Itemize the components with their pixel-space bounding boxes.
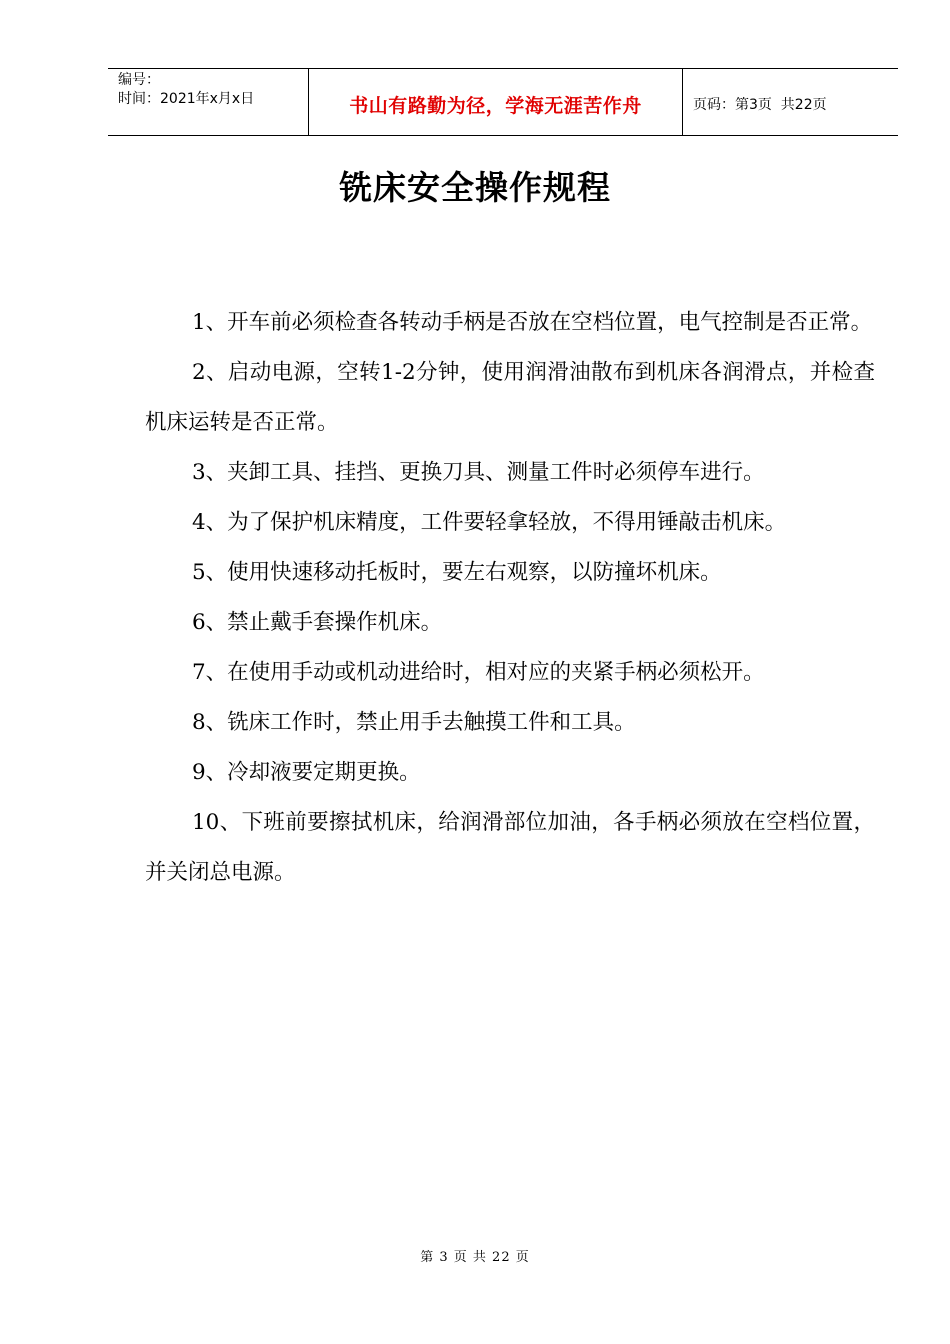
header-meta-cell: [108, 69, 309, 135]
header-motto-cell: [309, 69, 683, 135]
rule-item: 7、在使用手动或机动进给时，相对应的夹紧手柄必须松开。: [192, 660, 765, 685]
rule-item: 4、为了保护机床精度，工件要轻拿轻放，不得用锤敲击机床。: [192, 510, 787, 535]
rule-item: 9、冷却液要定期更换。: [192, 760, 421, 785]
rule-item: 6、禁止戴手套操作机床。: [192, 610, 443, 635]
rule-item: 3、夹卸工具、挂挡、更换刀具、测量工件时必须停车进行。: [192, 460, 765, 485]
time-label: 时间：2021年x月x日: [118, 91, 255, 107]
code-label: 编号：: [118, 72, 160, 88]
rule-item: 1、开车前必须检查各转动手柄是否放在空档位置，电气控制是否正常。: [192, 310, 873, 335]
rule-item: 5、使用快速移动托板时，要左右观察，以防撞坏机床。: [192, 560, 722, 585]
header-page-cell: [683, 69, 898, 135]
page-footer: 第 3 页 共 22 页: [420, 1250, 530, 1265]
rule-item: 8、铣床工作时，禁止用手去触摸工件和工具。: [192, 710, 636, 735]
document-body: [145, 298, 875, 898]
page-header: [108, 68, 898, 136]
rule-item: 2、启动电源，空转1-2分钟，使用润滑油散布到机床各润滑点，并检查机床运转是否正常。: [145, 360, 875, 435]
header-motto: 书山有路勤为径，学海无涯苦作舟: [349, 94, 642, 117]
header-page-info: 页码：第3页 共22页: [693, 96, 827, 113]
rule-item: 10、下班前要擦拭机床，给润滑部位加油，各手柄必须放在空档位置，并关闭总电源。: [145, 810, 875, 885]
document-title: 铣床安全操作规程: [339, 168, 611, 207]
